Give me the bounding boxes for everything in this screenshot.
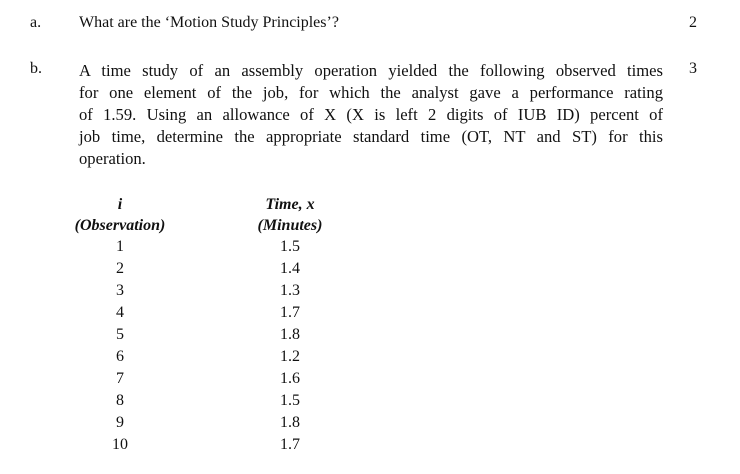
observation-table (60, 238, 350, 458)
question-a-text: What are the ‘Motion Study Principles’? (79, 14, 339, 31)
observed-time: 1.7 (280, 436, 300, 453)
observed-time: 1.5 (280, 238, 300, 255)
observation-number: 6 (116, 348, 124, 365)
question-b-label: b. (30, 60, 42, 77)
observed-time: 1.6 (280, 370, 300, 387)
table-row (60, 436, 350, 458)
observed-time: 1.5 (280, 392, 300, 409)
observed-time: 1.4 (280, 260, 300, 277)
question-b-text-line: operation. (79, 149, 146, 168)
observed-time: 1.2 (280, 348, 300, 365)
observation-number: 9 (116, 414, 124, 431)
table-row (60, 260, 350, 282)
table-row (60, 348, 350, 370)
table-row (60, 414, 350, 436)
table-row (60, 282, 350, 304)
question-a-label: a. (30, 14, 42, 31)
observation-number: 3 (116, 282, 124, 299)
table-row (60, 370, 350, 392)
observation-number: 4 (116, 304, 124, 321)
observed-time: 1.7 (280, 304, 300, 321)
table-row (60, 304, 350, 326)
observation-number: 1 (116, 238, 124, 255)
table-row (60, 326, 350, 348)
question-b-marks: 3 (689, 60, 697, 77)
table-header-minutes: (Minutes) (257, 217, 323, 234)
observation-number: 10 (112, 436, 128, 453)
table-header-observation: (Observation) (74, 217, 166, 234)
observation-number: 8 (116, 392, 124, 409)
question-b-text-line: job time, determine the appropriate standard time (OT, NT and ST) for this (79, 127, 663, 146)
question-b-text-line: A time study of an assembly operation yielded the following observed times (79, 61, 663, 80)
table-row (60, 238, 350, 260)
observed-time: 1.8 (280, 326, 300, 343)
observation-number: 7 (116, 370, 124, 387)
question-b-text-line: of 1.59. Using an allowance of X (X is left 2 digits of IUB ID) percent of (79, 105, 663, 124)
table-header-time-symbol: Time, x (265, 196, 315, 213)
observed-time: 1.3 (280, 282, 300, 299)
table-header-observation-symbol: i (117, 196, 123, 213)
question-a-marks: 2 (689, 14, 697, 31)
question-b-text-line: for one element of the job, for which the analyst gave a performance rating (79, 83, 663, 102)
observed-time: 1.8 (280, 414, 300, 431)
table-row (60, 392, 350, 414)
observation-number: 2 (116, 260, 124, 277)
observation-number: 5 (116, 326, 124, 343)
